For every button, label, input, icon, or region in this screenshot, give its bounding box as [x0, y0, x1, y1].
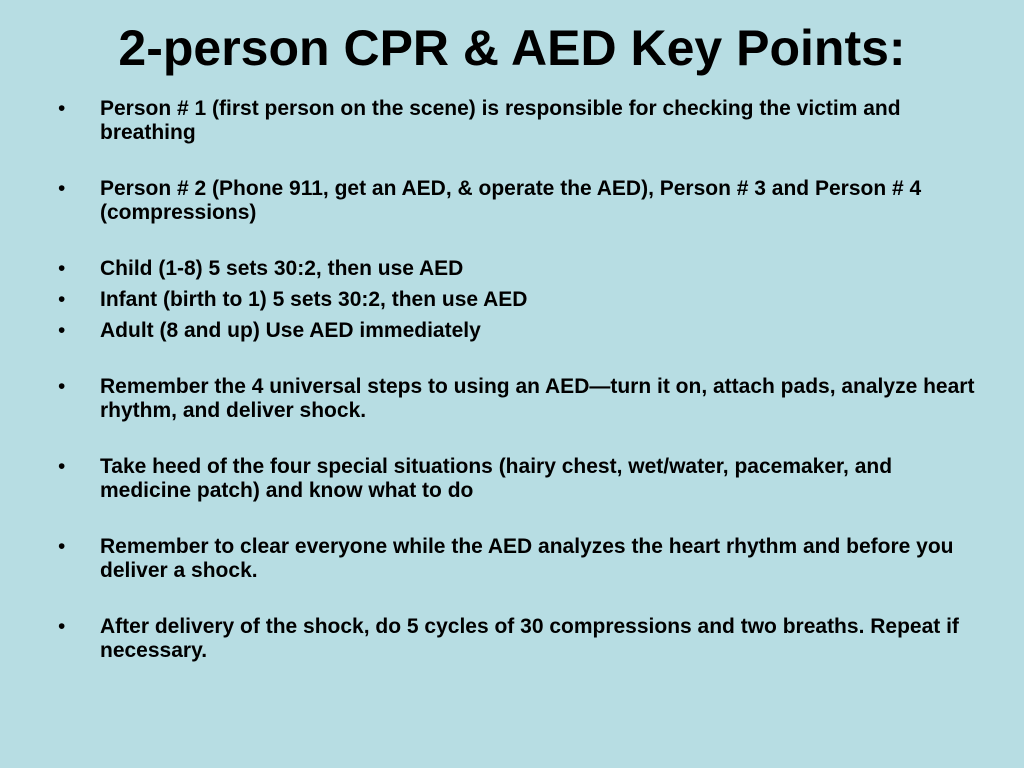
bullet-dot: • — [58, 177, 66, 200]
bullet-text: Take heed of the four special situations (hairy chest, wet/water, pacemaker, and medicine patch) and know what to do — [100, 455, 893, 502]
bullet-item — [58, 375, 988, 423]
bullet-text: Child (1-8) 5 sets 30:2, then use AED — [100, 257, 464, 280]
slide-title: 2-person CPR & AED Key Points: — [118, 20, 906, 76]
bullet-dot: • — [58, 257, 66, 280]
bullet-dot: • — [58, 375, 66, 398]
bullet-text: Person # 2 (Phone 911, get an AED, & operate the AED), Person # 3 and Person # 4 (compressions) — [100, 177, 922, 224]
bullet-text: Adult (8 and up) Use AED immediately — [100, 319, 481, 342]
bullet-text: Remember to clear everyone while the AED analyzes the heart rhythm and before you deliver a shock. — [100, 535, 954, 582]
bullet-item — [58, 615, 988, 663]
bullet-text: Remember the 4 universal steps to using an AED—turn it on, attach pads, analyze heart rhythm, and deliver shock. — [100, 375, 975, 422]
bullet-dot: • — [58, 535, 66, 558]
bullet-item — [58, 535, 988, 583]
bullet-text: Infant (birth to 1) 5 sets 30:2, then use AED — [100, 288, 528, 311]
bullet-item — [58, 319, 988, 343]
bullet-dot: • — [58, 455, 66, 478]
bullet-list — [58, 97, 988, 663]
bullet-dot: • — [58, 288, 66, 311]
bullet-dot: • — [58, 615, 66, 638]
bullet-item — [58, 288, 988, 312]
bullet-dot: • — [58, 97, 66, 120]
bullet-item — [58, 177, 988, 225]
bullet-text: After delivery of the shock, do 5 cycles of 30 compressions and two breaths. Repeat if necessary. — [100, 615, 959, 662]
bullet-item — [58, 455, 988, 503]
bullet-item — [58, 257, 988, 281]
bullet-dot: • — [58, 319, 66, 342]
bullet-text: Person # 1 (first person on the scene) is responsible for checking the victim and breathing — [100, 97, 901, 144]
bullet-item — [58, 97, 988, 145]
